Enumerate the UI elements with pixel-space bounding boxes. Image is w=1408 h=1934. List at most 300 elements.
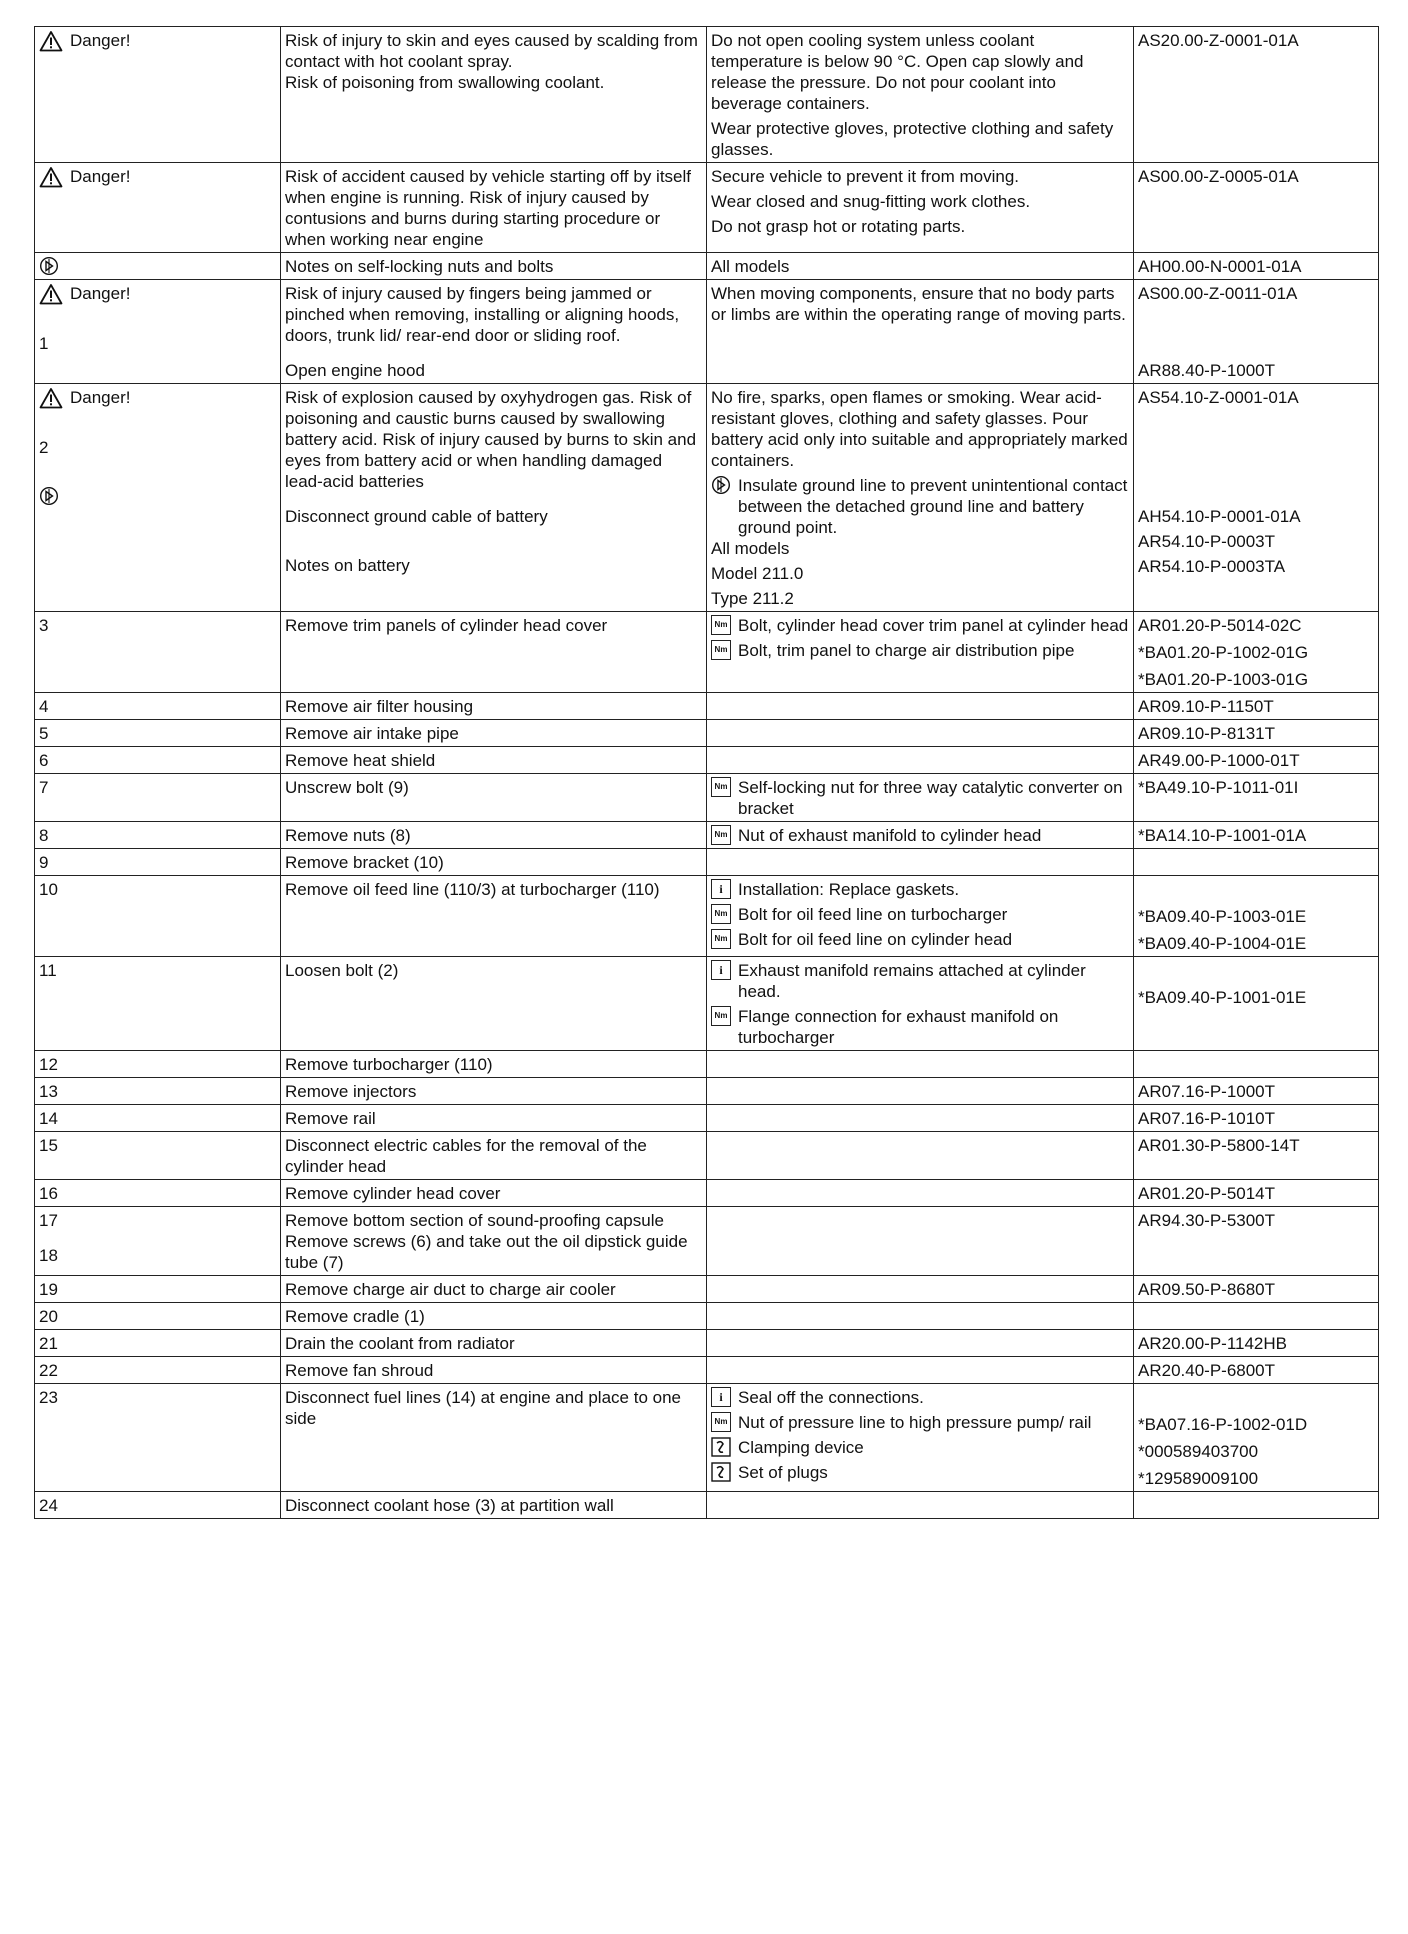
description-cell: [281, 747, 707, 774]
reference-code: *BA49.10-P-1011-01I: [1138, 778, 1299, 797]
note-text: Bolt for oil feed line on turbocharger: [738, 905, 1008, 924]
reference-code: AR49.00-P-1000-01T: [1138, 751, 1300, 770]
danger-label: Danger!: [70, 167, 131, 186]
spacer: [39, 1231, 276, 1245]
reference-code: *000589403700: [1138, 1442, 1259, 1461]
note-text: Bolt for oil feed line on cylinder head: [738, 930, 1013, 949]
note-arrow-icon: [39, 256, 59, 276]
step-number: 18: [39, 1246, 58, 1265]
description-text: Remove oil feed line (110/3) at turbocharger (110): [285, 880, 660, 899]
description-text: Disconnect fuel lines (14) at engine and place to one side: [285, 1388, 681, 1428]
reference-cell: [1134, 280, 1379, 384]
reference-code: AR01.20-P-5014-02C: [1138, 616, 1302, 635]
spacer: [1138, 436, 1374, 450]
spacer: [39, 409, 276, 423]
reference-code: AH00.00-N-0001-01A: [1138, 257, 1302, 276]
notes-cell: [707, 1330, 1134, 1357]
description-text: Remove heat shield: [285, 751, 436, 770]
description-text: Remove cylinder head cover: [285, 1184, 501, 1203]
note-line: [711, 777, 1129, 819]
step-number: 9: [39, 853, 49, 872]
reference-code: *BA07.16-P-1002-01D: [1138, 1415, 1308, 1434]
description-cell: [281, 720, 707, 747]
step-cell: [35, 27, 281, 163]
note-text: Model 211.0: [711, 564, 804, 583]
description-cell: [281, 774, 707, 822]
step-number: 3: [39, 616, 49, 635]
note-line: [711, 283, 1129, 325]
note-text: Exhaust manifold remains attached at cylinder head.: [738, 961, 1086, 1001]
description-cell: [281, 280, 707, 384]
notes-cell: [707, 1207, 1134, 1276]
reference-code: AS54.10-Z-0001-01A: [1138, 388, 1299, 407]
description-cell: [281, 612, 707, 693]
step-number: 22: [39, 1361, 58, 1380]
table-row: [35, 384, 1379, 612]
reference-code: AR07.16-P-1000T: [1138, 1082, 1276, 1101]
spacer: [39, 472, 276, 486]
step-cell: [35, 849, 281, 876]
notes-cell: [707, 1105, 1134, 1132]
note-text: When moving components, ensure that no body parts or limbs are within the operating range of moving parts.: [711, 284, 1126, 324]
reference-code: AR01.30-P-5800-14T: [1138, 1136, 1300, 1155]
step-cell: [35, 1078, 281, 1105]
info-icon: i: [711, 879, 731, 899]
table-row: [35, 849, 1379, 876]
notes-cell: [707, 253, 1134, 280]
step-cell: [35, 280, 281, 384]
table-row: [35, 1078, 1379, 1105]
note-text: Type 211.2: [711, 589, 794, 608]
notes-cell: [707, 27, 1134, 163]
description-text: Disconnect ground cable of battery: [285, 507, 548, 526]
description-text: Loosen bolt (2): [285, 961, 399, 980]
notes-cell: [707, 612, 1134, 693]
step-cell: [35, 693, 281, 720]
description-text: Remove air filter housing: [285, 697, 474, 716]
warning-triangle-icon: [39, 387, 63, 409]
step-number: 12: [39, 1055, 58, 1074]
note-text: Set of plugs: [738, 1463, 828, 1482]
description-text: Remove injectors: [285, 1082, 417, 1101]
reference-code: *BA09.40-P-1001-01E: [1138, 988, 1307, 1007]
description-text: Remove fan shroud: [285, 1361, 434, 1380]
description-cell: [281, 1078, 707, 1105]
spacer: [285, 346, 702, 360]
step-cell: [35, 1276, 281, 1303]
description-cell: [281, 1207, 707, 1276]
description-text: Risk of accident caused by vehicle starting off by itself when engine is running. Risk of injury caused by contusions and burns during starting procedure or when working near engine: [285, 167, 691, 249]
notes-cell: [707, 384, 1134, 612]
step-line: [39, 30, 276, 52]
step-cell: [35, 822, 281, 849]
table-row: [35, 720, 1379, 747]
description-text: Remove trim panels of cylinder head cover: [285, 616, 608, 635]
step-number: 5: [39, 724, 49, 743]
description-cell: [281, 1492, 707, 1519]
spacer: [1138, 464, 1374, 478]
note-text: Flange connection for exhaust manifold on turbocharger: [738, 1007, 1059, 1047]
step-number: 7: [39, 778, 49, 797]
table-row: [35, 1105, 1379, 1132]
note-text: Wear closed and snug-fitting work clothes.: [711, 192, 1031, 211]
warning-triangle-icon: [39, 283, 63, 305]
danger-label: Danger!: [70, 31, 131, 50]
spacer: [1138, 450, 1374, 464]
note-text: Seal off the connections.: [738, 1388, 924, 1407]
note-line: [711, 256, 1129, 277]
reference-cell: [1134, 384, 1379, 612]
note-text: All models: [711, 539, 790, 558]
reference-cell: [1134, 822, 1379, 849]
description-cell: [281, 253, 707, 280]
table-row: [35, 1180, 1379, 1207]
reference-code: AR09.10-P-8131T: [1138, 724, 1276, 743]
reference-cell: [1134, 1207, 1379, 1276]
reference-code: AR09.50-P-8680T: [1138, 1280, 1276, 1299]
description-cell: [281, 1330, 707, 1357]
reference-code: AR54.10-P-0003TA: [1138, 557, 1286, 576]
reference-code: *BA09.40-P-1003-01E: [1138, 907, 1307, 926]
table-row: [35, 957, 1379, 1051]
note-line: [711, 387, 1129, 471]
table-row: [35, 1303, 1379, 1330]
step-number: 23: [39, 1388, 58, 1407]
danger-label: Danger!: [70, 388, 131, 407]
step-number: 24: [39, 1496, 58, 1515]
spacer: [1138, 422, 1374, 436]
step-cell: [35, 253, 281, 280]
spacer: [1138, 304, 1374, 318]
spacer: [285, 492, 702, 506]
reference-code: [1138, 879, 1374, 900]
notes-cell: [707, 1180, 1134, 1207]
torque-nm-icon: Nm: [711, 640, 731, 660]
description-text: Risk of poisoning from swallowing coolant.: [285, 73, 605, 92]
reference-code: AR01.20-P-5014T: [1138, 1184, 1276, 1203]
spacer: [39, 458, 276, 472]
reference-cell: [1134, 1078, 1379, 1105]
step-number: 21: [39, 1334, 58, 1353]
note-line: [711, 191, 1129, 212]
notes-cell: [707, 1492, 1134, 1519]
table-row: [35, 774, 1379, 822]
note-text: Self-locking nut for three way catalytic converter on bracket: [738, 778, 1123, 818]
step-number: 10: [39, 880, 58, 899]
step-cell: [35, 1303, 281, 1330]
description-text: Remove rail: [285, 1109, 376, 1128]
table-row: [35, 1276, 1379, 1303]
step-cell: [35, 1051, 281, 1078]
spacer: [1138, 332, 1374, 346]
table-row: [35, 163, 1379, 253]
step-number: 13: [39, 1082, 58, 1101]
reference-cell: [1134, 774, 1379, 822]
notes-cell: [707, 747, 1134, 774]
reference-cell: [1134, 1492, 1379, 1519]
note-line: [711, 615, 1129, 636]
notes-cell: [707, 1303, 1134, 1330]
description-cell: [281, 1132, 707, 1180]
description-cell: [281, 1180, 707, 1207]
note-text: Clamping device: [738, 1438, 864, 1457]
step-number: 17: [39, 1211, 58, 1230]
step-cell: [35, 1384, 281, 1492]
step-cell: [35, 774, 281, 822]
note-line: [711, 118, 1129, 160]
step-line: [39, 166, 276, 188]
description-text: Unscrew bolt (9): [285, 778, 409, 797]
table-row: [35, 876, 1379, 957]
description-cell: [281, 1303, 707, 1330]
notes-cell: [707, 1078, 1134, 1105]
spacer: [1138, 492, 1374, 506]
description-text: Remove turbocharger (110): [285, 1055, 493, 1074]
description-text: Open engine hood: [285, 361, 425, 380]
reference-code: [1138, 960, 1374, 981]
note-arrow-icon: [39, 486, 59, 506]
reference-cell: [1134, 876, 1379, 957]
description-text: Remove air intake pipe: [285, 724, 459, 743]
reference-code: AS20.00-Z-0001-01A: [1138, 31, 1299, 50]
reference-code: AS00.00-Z-0011-01A: [1138, 284, 1298, 303]
description-text: Remove charge air duct to charge air cooler: [285, 1280, 616, 1299]
reference-cell: [1134, 1276, 1379, 1303]
step-number: 20: [39, 1307, 58, 1326]
torque-nm-icon: Nm: [711, 777, 731, 797]
reference-code: *129589009100: [1138, 1469, 1259, 1488]
torque-nm-icon: Nm: [711, 1412, 731, 1432]
note-text: Do not grasp hot or rotating parts.: [711, 217, 966, 236]
torque-nm-icon: Nm: [711, 615, 731, 635]
description-text: Remove cradle (1): [285, 1307, 425, 1326]
reference-code: *BA09.40-P-1004-01E: [1138, 934, 1307, 953]
description-cell: [281, 1105, 707, 1132]
note-text: Bolt, cylinder head cover trim panel at cylinder head: [738, 616, 1129, 635]
notes-cell: [707, 849, 1134, 876]
description-cell: [281, 693, 707, 720]
description-cell: [281, 27, 707, 163]
note-text: Installation: Replace gaskets.: [738, 880, 960, 899]
notes-cell: [707, 720, 1134, 747]
note-arrow-icon: [711, 475, 731, 495]
warning-triangle-icon: [39, 166, 63, 188]
reference-cell: [1134, 849, 1379, 876]
notes-cell: [707, 957, 1134, 1051]
step-cell: [35, 612, 281, 693]
spacer: [285, 541, 702, 555]
description-cell: [281, 1051, 707, 1078]
reference-code: [1138, 1387, 1374, 1408]
notes-cell: [707, 163, 1134, 253]
procedure-table: [34, 26, 1379, 1519]
reference-cell: [1134, 1180, 1379, 1207]
step-number: 2: [39, 438, 49, 457]
step-cell: [35, 1207, 281, 1276]
torque-nm-icon: Nm: [711, 825, 731, 845]
note-line: [711, 904, 1129, 925]
description-cell: [281, 822, 707, 849]
notes-cell: [707, 693, 1134, 720]
note-text: Nut of pressure line to high pressure pump/ rail: [738, 1413, 1092, 1432]
reference-cell: [1134, 27, 1379, 163]
reference-code: *BA14.10-P-1001-01A: [1138, 826, 1307, 845]
step-cell: [35, 1330, 281, 1357]
table-row: [35, 280, 1379, 384]
torque-nm-icon: Nm: [711, 929, 731, 949]
torque-nm-icon: Nm: [711, 1006, 731, 1026]
step-cell: [35, 163, 281, 253]
info-icon: i: [711, 1387, 731, 1407]
reference-cell: [1134, 1384, 1379, 1492]
step-line: [39, 486, 276, 506]
warning-triangle-icon: [39, 30, 63, 52]
spacer: [285, 527, 702, 541]
table-row: [35, 1051, 1379, 1078]
reference-cell: [1134, 1105, 1379, 1132]
step-cell: [35, 1132, 281, 1180]
table-row: [35, 253, 1379, 280]
description-text: Drain the coolant from radiator: [285, 1334, 515, 1353]
reference-cell: [1134, 1330, 1379, 1357]
description-text: Remove screws (6) and take out the oil dipstick guide tube (7): [285, 1232, 688, 1272]
reference-cell: [1134, 1051, 1379, 1078]
table-row: [35, 612, 1379, 693]
step-cell: [35, 384, 281, 612]
reference-cell: [1134, 253, 1379, 280]
note-text: Secure vehicle to prevent it from moving.: [711, 167, 1020, 186]
description-cell: [281, 163, 707, 253]
reference-cell: [1134, 747, 1379, 774]
table-row: [35, 1207, 1379, 1276]
reference-cell: [1134, 163, 1379, 253]
step-number: 6: [39, 751, 49, 770]
info-icon: i: [711, 960, 731, 980]
reference-cell: [1134, 1132, 1379, 1180]
notes-cell: [707, 876, 1134, 957]
step-number: 1: [39, 334, 49, 353]
step-number: 11: [39, 961, 57, 980]
step-number: 14: [39, 1109, 58, 1128]
table-row: [35, 1357, 1379, 1384]
spacer: [1138, 478, 1374, 492]
description-text: Notes on self-locking nuts and bolts: [285, 257, 554, 276]
reference-code: *BA01.20-P-1002-01G: [1138, 643, 1309, 662]
reference-code: *BA01.20-P-1003-01G: [1138, 670, 1309, 689]
step-cell: [35, 1105, 281, 1132]
notes-cell: [707, 822, 1134, 849]
reference-code: AH54.10-P-0001-01A: [1138, 507, 1301, 526]
spacer: [1138, 408, 1374, 422]
description-cell: [281, 384, 707, 612]
notes-cell: [707, 774, 1134, 822]
description-cell: [281, 849, 707, 876]
step-cell: [35, 747, 281, 774]
notes-cell: [707, 1276, 1134, 1303]
spacer: [1138, 346, 1374, 360]
notes-cell: [707, 1051, 1134, 1078]
step-number: 19: [39, 1280, 58, 1299]
procedure-table-body: [35, 27, 1379, 1519]
description-cell: [281, 957, 707, 1051]
notes-cell: [707, 1357, 1134, 1384]
note-text: Bolt, trim panel to charge air distribution pipe: [738, 641, 1075, 660]
description-cell: [281, 1276, 707, 1303]
note-text: Wear protective gloves, protective clothing and safety glasses.: [711, 119, 1114, 159]
note-line: [711, 166, 1129, 187]
reference-code: AR07.16-P-1010T: [1138, 1109, 1276, 1128]
note-line: [711, 640, 1129, 661]
step-cell: [35, 876, 281, 957]
description-text: Remove bottom section of sound-proofing capsule: [285, 1211, 664, 1230]
note-line: [711, 30, 1129, 114]
description-text: Remove bracket (10): [285, 853, 444, 872]
step-number: 4: [39, 697, 49, 716]
description-text: Disconnect electric cables for the removal of the cylinder head: [285, 1136, 647, 1176]
step-cell: [35, 1492, 281, 1519]
table-row: [35, 747, 1379, 774]
description-cell: [281, 876, 707, 957]
step-number: 16: [39, 1184, 58, 1203]
spacer: [1138, 318, 1374, 332]
torque-nm-icon: Nm: [711, 904, 731, 924]
description-text: Risk of injury to skin and eyes caused by scalding from contact with hot coolant spray.: [285, 31, 698, 71]
danger-label: Danger!: [70, 284, 131, 303]
note-line: [711, 1006, 1129, 1048]
spacer: [39, 319, 276, 333]
note-line: [711, 1437, 1129, 1458]
note-line: [711, 960, 1129, 1002]
step-line: [39, 256, 276, 276]
note-text: Insulate ground line to prevent unintentional contact between the detached ground line and battery ground point.: [738, 476, 1128, 537]
note-line: [711, 216, 1129, 237]
table-row: [35, 693, 1379, 720]
step-line: [39, 387, 276, 409]
note-line: [711, 475, 1129, 538]
special-tool-icon: [711, 1462, 731, 1482]
step-number: 8: [39, 826, 49, 845]
step-cell: [35, 957, 281, 1051]
description-cell: [281, 1357, 707, 1384]
step-cell: [35, 1180, 281, 1207]
reference-cell: [1134, 720, 1379, 747]
reference-code: AR09.10-P-1150T: [1138, 697, 1274, 716]
description-text: Disconnect coolant hose (3) at partition wall: [285, 1496, 614, 1515]
reference-code: AR88.40-P-1000T: [1138, 361, 1276, 380]
reference-cell: [1134, 1303, 1379, 1330]
description-text: Notes on battery: [285, 556, 410, 575]
step-line: [39, 283, 276, 305]
reference-code: AS00.00-Z-0005-01A: [1138, 167, 1299, 186]
notes-cell: [707, 280, 1134, 384]
table-row: [35, 1132, 1379, 1180]
reference-cell: [1134, 693, 1379, 720]
note-text: All models: [711, 257, 790, 276]
note-text: Do not open cooling system unless coolant temperature is below 90 °C. Open cap slowly and release the pressure. Do not pour coolant into beverage containers.: [711, 31, 1084, 113]
table-row: [35, 1330, 1379, 1357]
description-text: Remove nuts (8): [285, 826, 411, 845]
table-row: [35, 822, 1379, 849]
note-text: Nut of exhaust manifold to cylinder head: [738, 826, 1042, 845]
reference-cell: [1134, 957, 1379, 1051]
note-text: No fire, sparks, open flames or smoking. Wear acid-resistant gloves, clothing and safety glasses. Pour battery acid only into suitable and appropriately marked containers.: [711, 388, 1128, 470]
description-text: Risk of explosion caused by oxyhydrogen gas. Risk of poisoning and caustic burns caused by swallowing battery acid. Risk of injury caused by burns to skin and eyes from battery acid or when handling damaged lead-acid batteries: [285, 388, 697, 491]
spacer: [39, 423, 276, 437]
reference-code: AR94.30-P-5300T: [1138, 1211, 1276, 1230]
step-cell: [35, 1357, 281, 1384]
note-line: [711, 1412, 1129, 1433]
table-row: [35, 1492, 1379, 1519]
